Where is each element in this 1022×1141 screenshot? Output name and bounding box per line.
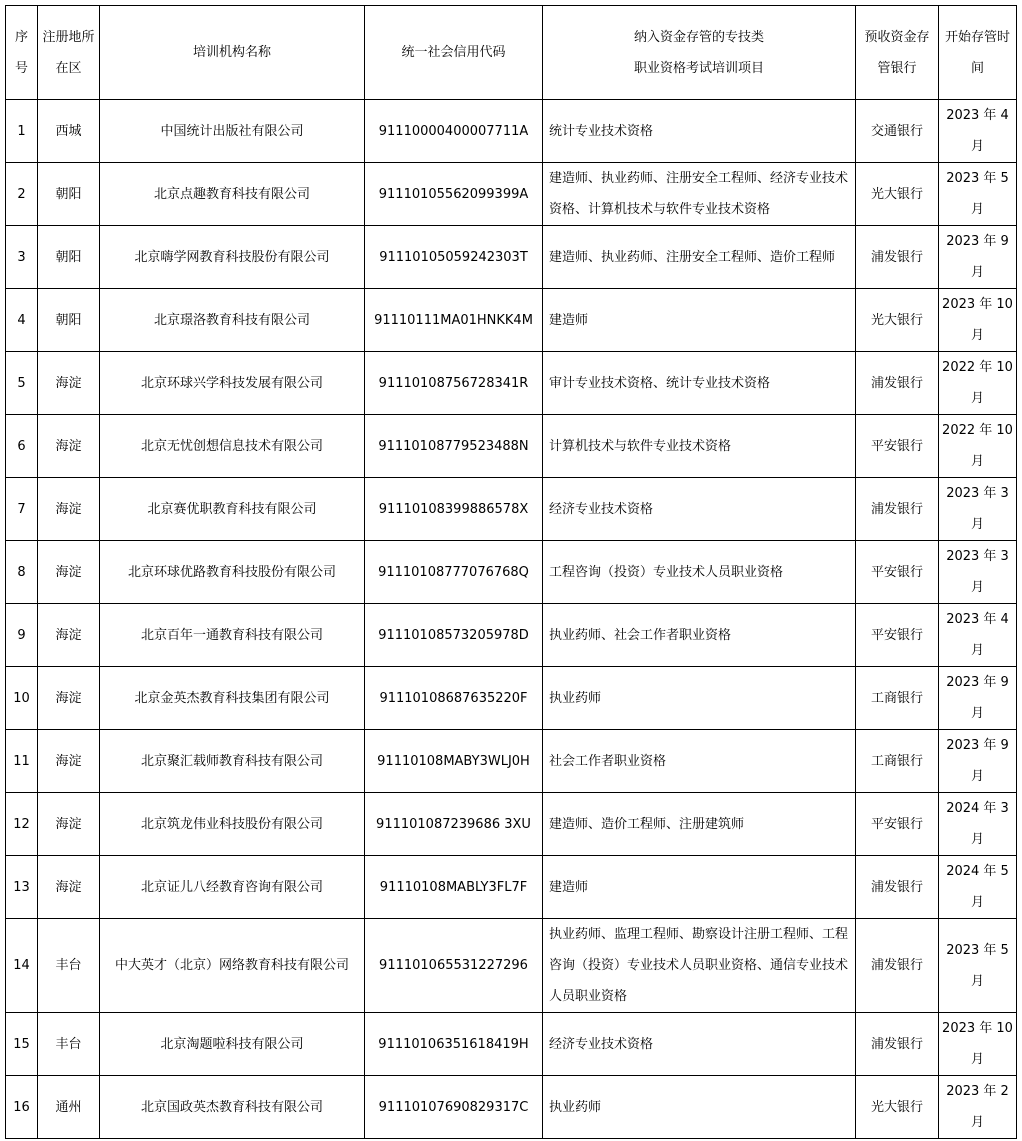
- cell-projects: 执业药师: [543, 667, 856, 730]
- cell-projects: 建造师、造价工程师、注册建筑师: [543, 793, 856, 856]
- cell-district: 海淀: [38, 793, 100, 856]
- cell-district: 海淀: [38, 352, 100, 415]
- table-row: [6, 100, 1017, 163]
- cell-seq: 4: [6, 289, 38, 352]
- cell-seq: 3: [6, 226, 38, 289]
- cell-seq: 13: [6, 856, 38, 919]
- cell-bank: 工商银行: [856, 730, 939, 793]
- cell-code: 91110000400007711A: [365, 100, 543, 163]
- header-projects-line2: 职业资格考试培训项目: [633, 60, 764, 76]
- table-row: [6, 541, 1017, 604]
- cell-start: 2023 年 9 月: [939, 226, 1017, 289]
- cell-bank: 浦发银行: [856, 856, 939, 919]
- cell-start: 2023 年 10 月: [939, 289, 1017, 352]
- cell-district: 海淀: [38, 667, 100, 730]
- cell-code: 91110111MA01HNKK4M: [365, 289, 543, 352]
- cell-name: 北京环球兴学科技发展有限公司: [100, 352, 365, 415]
- cell-bank: 交通银行: [856, 100, 939, 163]
- cell-bank: 浦发银行: [856, 919, 939, 1013]
- cell-bank: 平安银行: [856, 604, 939, 667]
- cell-bank: 平安银行: [856, 415, 939, 478]
- cell-district: 丰台: [38, 919, 100, 1013]
- cell-projects: 执业药师: [543, 1076, 856, 1139]
- cell-projects: 工程咨询（投资）专业技术人员职业资格: [543, 541, 856, 604]
- cell-code: 91110108399886578X: [365, 478, 543, 541]
- cell-bank: 平安银行: [856, 541, 939, 604]
- cell-start: 2022 年 10 月: [939, 415, 1017, 478]
- cell-name: 北京证儿八经教育咨询有限公司: [100, 856, 365, 919]
- cell-bank: 光大银行: [856, 289, 939, 352]
- table-row: [6, 478, 1017, 541]
- cell-seq: 9: [6, 604, 38, 667]
- cell-name: 中大英才（北京）网络教育科技有限公司: [100, 919, 365, 1013]
- cell-bank: 浦发银行: [856, 352, 939, 415]
- table-row: [6, 730, 1017, 793]
- table-row: [6, 226, 1017, 289]
- header-row: [6, 6, 1017, 100]
- cell-name: 北京嗨学网教育科技股份有限公司: [100, 226, 365, 289]
- cell-district: 海淀: [38, 415, 100, 478]
- table-row: [6, 667, 1017, 730]
- cell-district: 通州: [38, 1076, 100, 1139]
- cell-code: 91110108779523488N: [365, 415, 543, 478]
- table-row: [6, 415, 1017, 478]
- cell-start: 2023 年 3 月: [939, 478, 1017, 541]
- cell-name: 北京聚汇载师教育科技有限公司: [100, 730, 365, 793]
- table-row: [6, 1013, 1017, 1076]
- cell-bank: 浦发银行: [856, 478, 939, 541]
- table-row: [6, 919, 1017, 1013]
- cell-projects: 社会工作者职业资格: [543, 730, 856, 793]
- cell-code: 91110108687635220F: [365, 667, 543, 730]
- cell-start: 2023 年 3 月: [939, 541, 1017, 604]
- cell-start: 2023 年 4 月: [939, 100, 1017, 163]
- cell-code: 91110106351618419H: [365, 1013, 543, 1076]
- cell-name: 北京国政英杰教育科技有限公司: [100, 1076, 365, 1139]
- cell-start: 2022 年 10 月: [939, 352, 1017, 415]
- cell-start: 2023 年 2 月: [939, 1076, 1017, 1139]
- cell-seq: 2: [6, 163, 38, 226]
- header-code: 统一社会信用代码: [365, 6, 543, 100]
- cell-district: 丰台: [38, 1013, 100, 1076]
- cell-start: 2023 年 10 月: [939, 1013, 1017, 1076]
- cell-name: 北京璟洛教育科技有限公司: [100, 289, 365, 352]
- cell-name: 北京金英杰教育科技集团有限公司: [100, 667, 365, 730]
- cell-seq: 12: [6, 793, 38, 856]
- header-seq: 序号: [6, 6, 38, 100]
- table-row: [6, 604, 1017, 667]
- cell-start: 2023 年 4 月: [939, 604, 1017, 667]
- cell-district: 朝阳: [38, 289, 100, 352]
- cell-seq: 8: [6, 541, 38, 604]
- cell-projects: 建造师、执业药师、注册安全工程师、经济专业技术资格、计算机技术与软件专业技术资格: [543, 163, 856, 226]
- cell-name: 北京百年一通教育科技有限公司: [100, 604, 365, 667]
- cell-projects: 统计专业技术资格: [543, 100, 856, 163]
- header-bank: 预收资金存管银行: [856, 6, 939, 100]
- cell-name: 北京环球优路教育科技股份有限公司: [100, 541, 365, 604]
- cell-district: 朝阳: [38, 226, 100, 289]
- cell-code: 91110105059242303T: [365, 226, 543, 289]
- cell-seq: 6: [6, 415, 38, 478]
- cell-projects: 执业药师、监理工程师、勘察设计注册工程师、工程咨询（投资）专业技术人员职业资格、通信专业技术人员职业资格: [543, 919, 856, 1013]
- cell-bank: 浦发银行: [856, 226, 939, 289]
- cell-district: 海淀: [38, 541, 100, 604]
- cell-seq: 16: [6, 1076, 38, 1139]
- cell-code: 91110108756728341R: [365, 352, 543, 415]
- cell-projects: 执业药师、社会工作者职业资格: [543, 604, 856, 667]
- cell-seq: 5: [6, 352, 38, 415]
- cell-name: 北京点趣教育科技有限公司: [100, 163, 365, 226]
- cell-start: 2023 年 9 月: [939, 730, 1017, 793]
- cell-bank: 平安银行: [856, 793, 939, 856]
- cell-district: 海淀: [38, 478, 100, 541]
- cell-seq: 1: [6, 100, 38, 163]
- cell-district: 海淀: [38, 856, 100, 919]
- cell-projects: 审计专业技术资格、统计专业技术资格: [543, 352, 856, 415]
- cell-name: 北京赛优职教育科技有限公司: [100, 478, 365, 541]
- institution-table: [5, 5, 1017, 1139]
- cell-code: 91110108573205978D: [365, 604, 543, 667]
- table-row: [6, 289, 1017, 352]
- cell-projects: 经济专业技术资格: [543, 1013, 856, 1076]
- cell-bank: 工商银行: [856, 667, 939, 730]
- cell-district: 海淀: [38, 730, 100, 793]
- cell-bank: 光大银行: [856, 1076, 939, 1139]
- cell-seq: 14: [6, 919, 38, 1013]
- cell-projects: 经济专业技术资格: [543, 478, 856, 541]
- cell-bank: 浦发银行: [856, 1013, 939, 1076]
- cell-projects: 建造师、执业药师、注册安全工程师、造价工程师: [543, 226, 856, 289]
- table-row: [6, 1076, 1017, 1139]
- cell-seq: 15: [6, 1013, 38, 1076]
- cell-projects: 建造师: [543, 856, 856, 919]
- cell-code: 91110107690829317C: [365, 1076, 543, 1139]
- table-row: [6, 856, 1017, 919]
- cell-code: 911101065531227296: [365, 919, 543, 1013]
- header-district: 注册地所在区: [38, 6, 100, 100]
- header-projects-line1: 纳入资金存管的专技类: [633, 29, 764, 45]
- cell-code: 91110108MABLY3FL7F: [365, 856, 543, 919]
- cell-start: 2023 年 5 月: [939, 163, 1017, 226]
- cell-start: 2024 年 3 月: [939, 793, 1017, 856]
- cell-code: 911101087239686 3XU: [365, 793, 543, 856]
- cell-seq: 10: [6, 667, 38, 730]
- cell-code: 91110108MABY3WLJ0H: [365, 730, 543, 793]
- cell-name: 北京无忧创想信息技术有限公司: [100, 415, 365, 478]
- header-name: 培训机构名称: [100, 6, 365, 100]
- cell-code: 91110105562099399A: [365, 163, 543, 226]
- cell-projects: 建造师: [543, 289, 856, 352]
- cell-start: 2023 年 9 月: [939, 667, 1017, 730]
- cell-start: 2024 年 5 月: [939, 856, 1017, 919]
- cell-name: 北京筑龙伟业科技股份有限公司: [100, 793, 365, 856]
- cell-name: 中国统计出版社有限公司: [100, 100, 365, 163]
- header-start: 开始存管时间: [939, 6, 1017, 100]
- cell-code: 91110108777076768Q: [365, 541, 543, 604]
- cell-seq: 7: [6, 478, 38, 541]
- table-row: [6, 163, 1017, 226]
- cell-district: 西城: [38, 100, 100, 163]
- cell-projects: 计算机技术与软件专业技术资格: [543, 415, 856, 478]
- table-row: [6, 793, 1017, 856]
- cell-start: 2023 年 5 月: [939, 919, 1017, 1013]
- cell-name: 北京淘题啦科技有限公司: [100, 1013, 365, 1076]
- cell-seq: 11: [6, 730, 38, 793]
- cell-district: 海淀: [38, 604, 100, 667]
- table-row: [6, 352, 1017, 415]
- cell-bank: 光大银行: [856, 163, 939, 226]
- header-projects: [543, 6, 856, 100]
- cell-district: 朝阳: [38, 163, 100, 226]
